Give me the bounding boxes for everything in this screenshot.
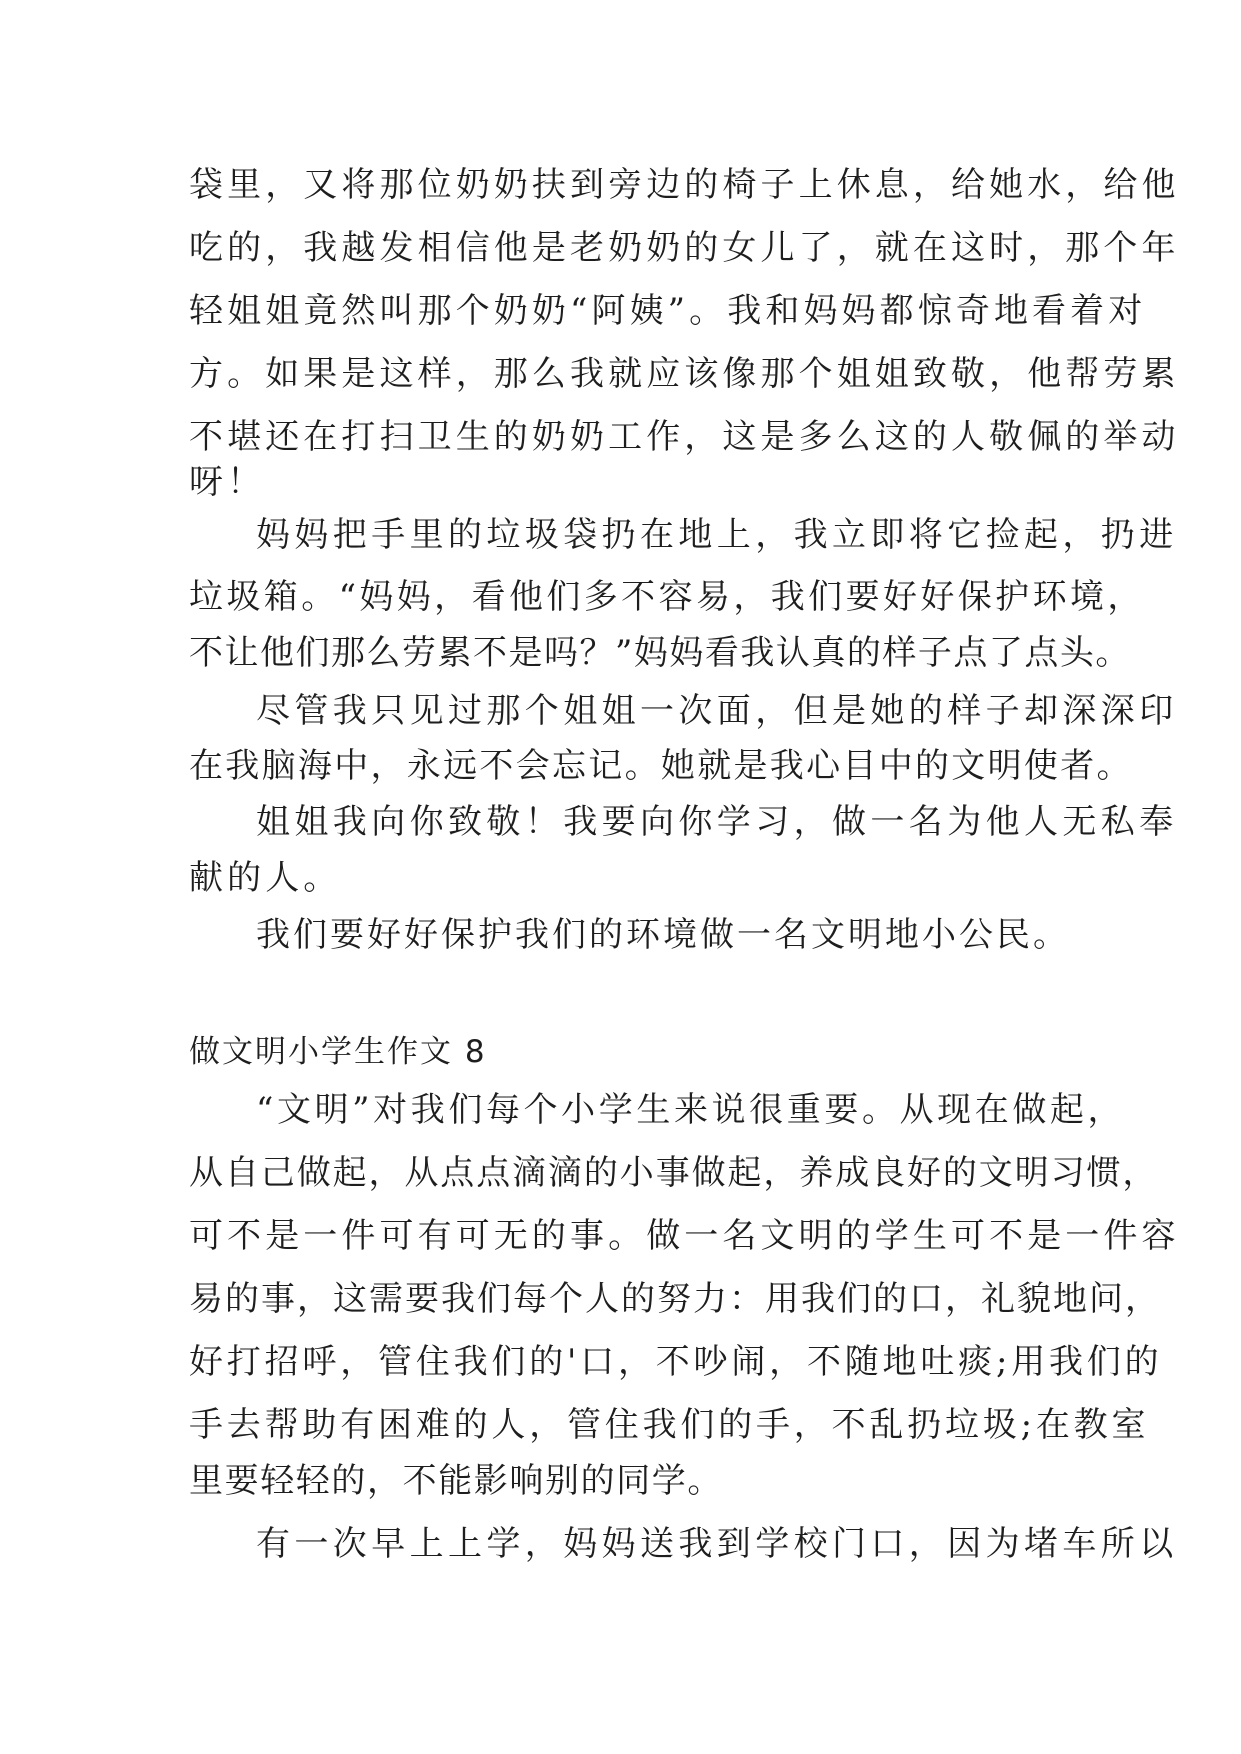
text-line: 手去帮助有困难的人，管住我们的手，不乱扔垃圾;在教室 bbox=[189, 1405, 1150, 1445]
text-line: 不堪还在打扫卫生的奶奶工作，这是多么这的人敬佩的举动 bbox=[189, 417, 1180, 457]
section-title: 做文明小学生作文 8 bbox=[189, 1034, 487, 1070]
paragraph-first-line: 我们要好好保护我们的环境做一名文明地小公民。 bbox=[256, 915, 1070, 955]
text-line: 献的人。 bbox=[189, 858, 342, 898]
text-line: 袋里，又将那位奶奶扶到旁边的椅子上休息，给她水，给他 bbox=[189, 165, 1180, 205]
text-line: 不让他们那么劳累不是吗？”妈妈看我认真的样子点了点头。 bbox=[189, 633, 1131, 673]
paragraph-first-line: “文明”对我们每个小学生来说很重要。从现在做起， bbox=[256, 1090, 1126, 1130]
text-line: 垃圾箱。“妈妈，看他们多不容易，我们要好好保护环境， bbox=[189, 577, 1145, 617]
paragraph-first-line: 有一次早上上学，妈妈送我到学校门口，因为堵车所以 bbox=[256, 1524, 1178, 1564]
text-line: 吃的，我越发相信他是老奶奶的女儿了，就在这时，那个年 bbox=[189, 228, 1180, 268]
text-line: 可不是一件可有可无的事。做一名文明的学生可不是一件容 bbox=[189, 1216, 1180, 1256]
text-line: 从自己做起，从点点滴滴的小事做起，养成良好的文明习惯， bbox=[189, 1153, 1159, 1193]
paragraph-first-line: 尽管我只见过那个姐姐一次面，但是她的样子却深深印 bbox=[256, 691, 1178, 731]
text-line: 呀！ bbox=[189, 462, 266, 502]
paragraph-first-line: 妈妈把手里的垃圾袋扔在地上，我立即将它捡起，扔进 bbox=[256, 515, 1178, 555]
text-line: 在我脑海中，永远不会忘记。她就是我心目中的文明使者。 bbox=[189, 746, 1133, 786]
text-line: 里要轻轻的，不能影响别的同学。 bbox=[189, 1461, 723, 1501]
paragraph-first-line: 姐姐我向你致敬！我要向你学习，做一名为他人无私奉 bbox=[256, 802, 1178, 842]
text-line: 易的事，这需要我们每个人的努力：用我们的口，礼貌地问， bbox=[189, 1279, 1161, 1319]
text-line: 好打招呼，管住我们的'口，不吵闹，不随地吐痰;用我们的 bbox=[189, 1342, 1163, 1382]
text-line: 轻姐姐竟然叫那个奶奶“阿姨”。我和妈妈都惊奇地看着对 bbox=[189, 291, 1147, 331]
text-line: 方。如果是这样，那么我就应该像那个姐姐致敬，他帮劳累 bbox=[189, 354, 1180, 394]
